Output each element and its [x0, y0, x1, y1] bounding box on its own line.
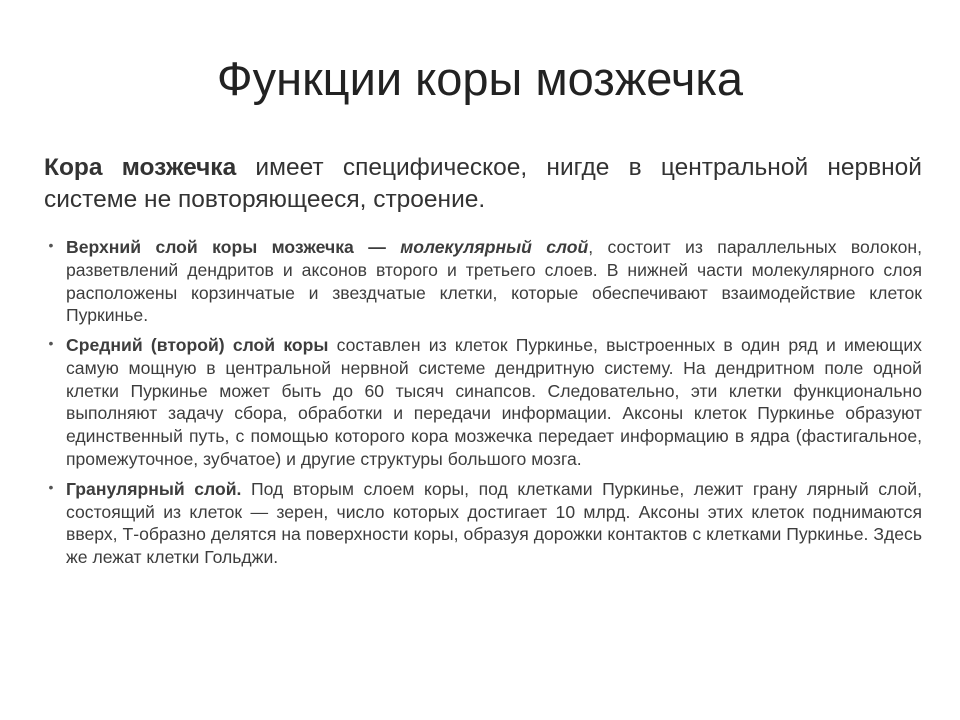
intro-bold-term: Кора мозжечка	[44, 154, 237, 181]
bullet-icon: •	[48, 335, 54, 352]
intro-text: имеет специфическое, нигде в центральной нервной системе не повторяющееся, строение.	[44, 154, 922, 213]
bullet-icon: •	[48, 237, 54, 253]
bullet-text: , состоит из параллельных волокон, разветвлений дендритов и аксонов второго и третьего слоев. В нижней части молекулярного слоя расположены корзинчатые и звездчатые клетки, которые обеспечивают взаимодействие клеток Пуркинье.	[66, 237, 922, 326]
bullet-text: составлен из клеток Пуркинье, выстроенных в один ряд и имеющих самую мощную в центральной нервной системе дендритную систему. На дендритном поле одной клетки Пуркинье может быть до 60 тысяч синапсов. Следовательно, эти клетки функционально выполняют задачу сбора, обработки и передачи информации. Аксоны клеток Пуркинье образуют единственный путь, с помощью которого кора мозжечка передает информацию в ядра (фастигальное, промежуточное, зубчатое) и другие структуры большого мозга.	[66, 335, 922, 470]
bullet-item-granular-layer	[44, 478, 922, 569]
bullet-item-purkinje-layer	[44, 334, 922, 471]
bullet-text: Под вторым слоем коры, под клетками Пуркинье, лежит грану лярный слой, состоящий из клеток — зерен, число которых достигает 10 млрд. Аксоны этих клеток поднимаются вверх, Т-образно делятся на поверхности коры, образуя дорожки контактов с клетками Пуркинье. Здесь же лежат клетки Гольджи.	[66, 478, 922, 568]
bullet-icon: •	[48, 478, 54, 495]
intro-paragraph	[44, 152, 922, 216]
bullet-list	[44, 236, 922, 576]
bullet-item-molecular-layer	[44, 236, 922, 327]
slide-title: Функции коры мозжечка	[216, 52, 744, 105]
bullet-bold-term: Гранулярный слой.	[66, 478, 242, 499]
bullet-bold-term: Средний (второй) слой коры	[66, 335, 329, 356]
bullet-bold-italic-term: молекулярный слой	[400, 237, 589, 257]
bullet-bold-term: Верхний слой коры мозжечка —	[66, 237, 401, 257]
